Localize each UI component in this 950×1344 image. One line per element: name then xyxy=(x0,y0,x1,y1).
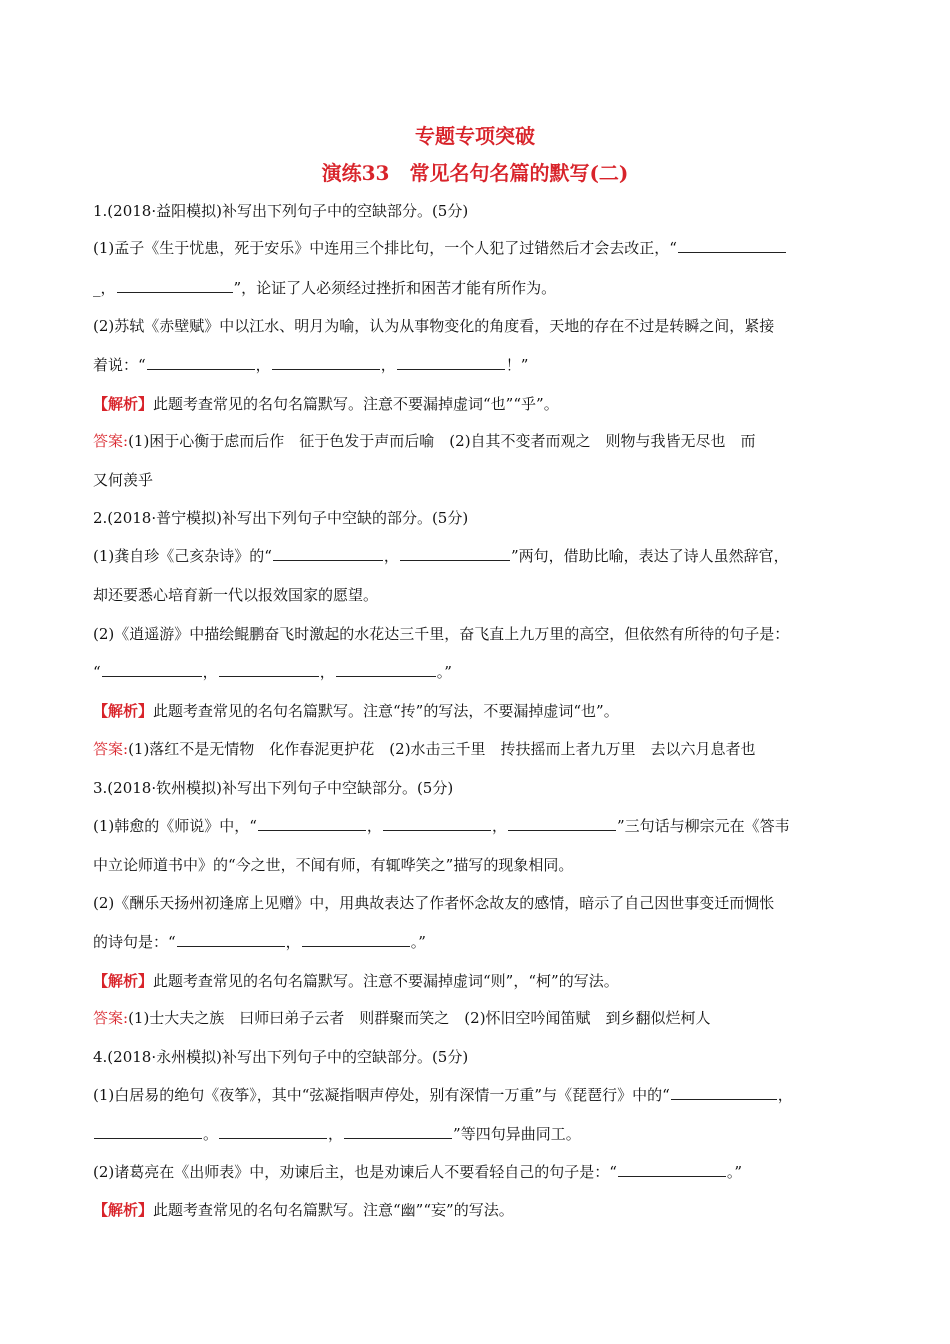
analysis-label: 【解析】 xyxy=(93,972,154,990)
question-4-part-2: (2)诸葛亮在《出师表》中，劝谏后主，也是劝谏后人不要看轻自己的句子是：“ 。” xyxy=(93,1163,743,1181)
answer-label: 答案: xyxy=(93,432,129,450)
fill-blank[interactable] xyxy=(272,355,380,370)
answer-label: 答案: xyxy=(93,1009,129,1027)
question-3-part-2: (2)《酬乐天扬州初逢席上见赠》中，用典故表达了作者怀念故友的感情，暗示了自己因世事变迁而惆怅 xyxy=(93,894,775,912)
fill-blank[interactable] xyxy=(273,546,383,561)
page-subtitle: 演练33 常见名句名篇的默写(二) xyxy=(321,161,629,185)
fill-blank[interactable] xyxy=(400,546,510,561)
question-4-analysis: 【解析】此题考查常见的名句名篇默写。注意“幽”“妄”的写法。 xyxy=(93,1201,514,1219)
fill-blank[interactable] xyxy=(508,816,616,831)
question-1-answer: 答案:(1)困于心衡于虑而后作 征于色发于声而后喻 (2)自其不变者而观之 则物与我皆无尽也 而 xyxy=(93,432,756,450)
question-2-part-1: (1)龚自珍《己亥杂诗》的“ ， ”两句，借助比喻，表达了诗人虽然辞官， xyxy=(93,547,789,565)
question-4-part-1-cont: 。 ， ”等四句异曲同工。 xyxy=(93,1124,581,1144)
question-2-stem: 2.(2018·普宁模拟)补写出下列句子中空缺的部分。(5分) xyxy=(93,509,469,527)
question-1-part-2-cont: 着说：“ ， ， ！” xyxy=(93,356,529,374)
fill-blank[interactable] xyxy=(344,1124,452,1139)
fill-blank[interactable] xyxy=(177,932,285,947)
fill-blank[interactable] xyxy=(258,816,366,831)
question-2-analysis: 【解析】此题考查常见的名句名篇默写。注意“抟”的写法，不要漏掉虚词“也”。 xyxy=(93,702,619,720)
analysis-label: 【解析】 xyxy=(93,702,154,720)
question-2-part-2-cont: “ ， ， 。” xyxy=(93,663,452,681)
question-3-part-1-cont: 中立论师道书中》的“今之世，不闻有师，有辄哗笑之”描写的现象相同。 xyxy=(93,856,574,874)
fill-blank[interactable] xyxy=(102,662,202,677)
fill-blank[interactable] xyxy=(147,355,255,370)
question-1-part-1: (1)孟子《生于忧患，死于安乐》中连用三个排比句，一个人犯了过错然后才会去改正，“ xyxy=(93,238,787,258)
question-3-answer: 答案:(1)士大夫之族 曰师曰弟子云者 则群聚而笑之 (2)怀旧空吟闻笛赋 到乡翻似烂柯人 xyxy=(93,1009,711,1027)
fill-blank[interactable] xyxy=(219,662,319,677)
question-2-answer: 答案:(1)落红不是无情物 化作春泥更护花 (2)水击三千里 抟扶摇而上者九万里 去以六月息者也 xyxy=(93,740,756,758)
fill-blank[interactable] xyxy=(397,355,505,370)
question-4-part-1: (1)白居易的绝句《夜筝》，其中“弦凝指咽声停处，别有深情一万重”与《琵琶行》中的“ ， xyxy=(93,1086,793,1104)
fill-blank[interactable] xyxy=(219,1124,327,1139)
analysis-label: 【解析】 xyxy=(93,1201,154,1219)
question-2-part-2: (2)《逍遥游》中描绘鲲鹏奋飞时激起的水花达三千里，奋飞直上九万里的高空，但依然有所待的句子是： xyxy=(93,625,790,643)
answer-label: 答案: xyxy=(93,740,129,758)
fill-blank[interactable] xyxy=(117,278,233,293)
question-3-analysis: 【解析】此题考查常见的名句名篇默写。注意不要漏掉虚词“则”，“柯”的写法。 xyxy=(93,972,619,990)
question-1-answer-cont: 又何羡乎 xyxy=(93,471,154,489)
fill-blank[interactable] xyxy=(383,816,491,831)
question-1-analysis: 【解析】此题考查常见的名句名篇默写。注意不要漏掉虚词“也”“乎”。 xyxy=(93,395,559,413)
fill-blank[interactable] xyxy=(336,662,436,677)
fill-blank[interactable] xyxy=(678,238,786,253)
question-1-stem: 1.(2018·益阳模拟)补写出下列句子中的空缺部分。(5分) xyxy=(93,202,469,220)
fill-blank[interactable] xyxy=(302,932,410,947)
question-2-part-1-cont: 却还要悉心培育新一代以报效国家的愿望。 xyxy=(93,586,379,604)
question-1-part-2: (2)苏轼《赤壁赋》中以江水、明月为喻，认为从事物变化的角度看，天地的存在不过是转瞬之间，紧接 xyxy=(93,317,775,335)
question-4-stem: 4.(2018·永州模拟)补写出下列句子中的空缺部分。(5分) xyxy=(93,1048,469,1066)
question-1-part-1-cont: _， ”，论证了人必须经过挫折和困苦才能有所作为。 xyxy=(93,279,557,297)
question-3-part-1: (1)韩愈的《师说》中，“ ， ， ”三句话与柳宗元在《答韦 xyxy=(93,817,790,835)
fill-blank[interactable] xyxy=(671,1085,777,1100)
question-3-part-2-cont: 的诗句是：“ ， 。” xyxy=(93,933,426,951)
fill-blank[interactable] xyxy=(94,1124,202,1139)
fill-blank[interactable] xyxy=(618,1162,726,1177)
page-title: 专题专项突破 xyxy=(415,124,535,148)
analysis-label: 【解析】 xyxy=(93,395,154,413)
question-3-stem: 3.(2018·钦州模拟)补写出下列句子中空缺部分。(5分) xyxy=(93,779,454,797)
